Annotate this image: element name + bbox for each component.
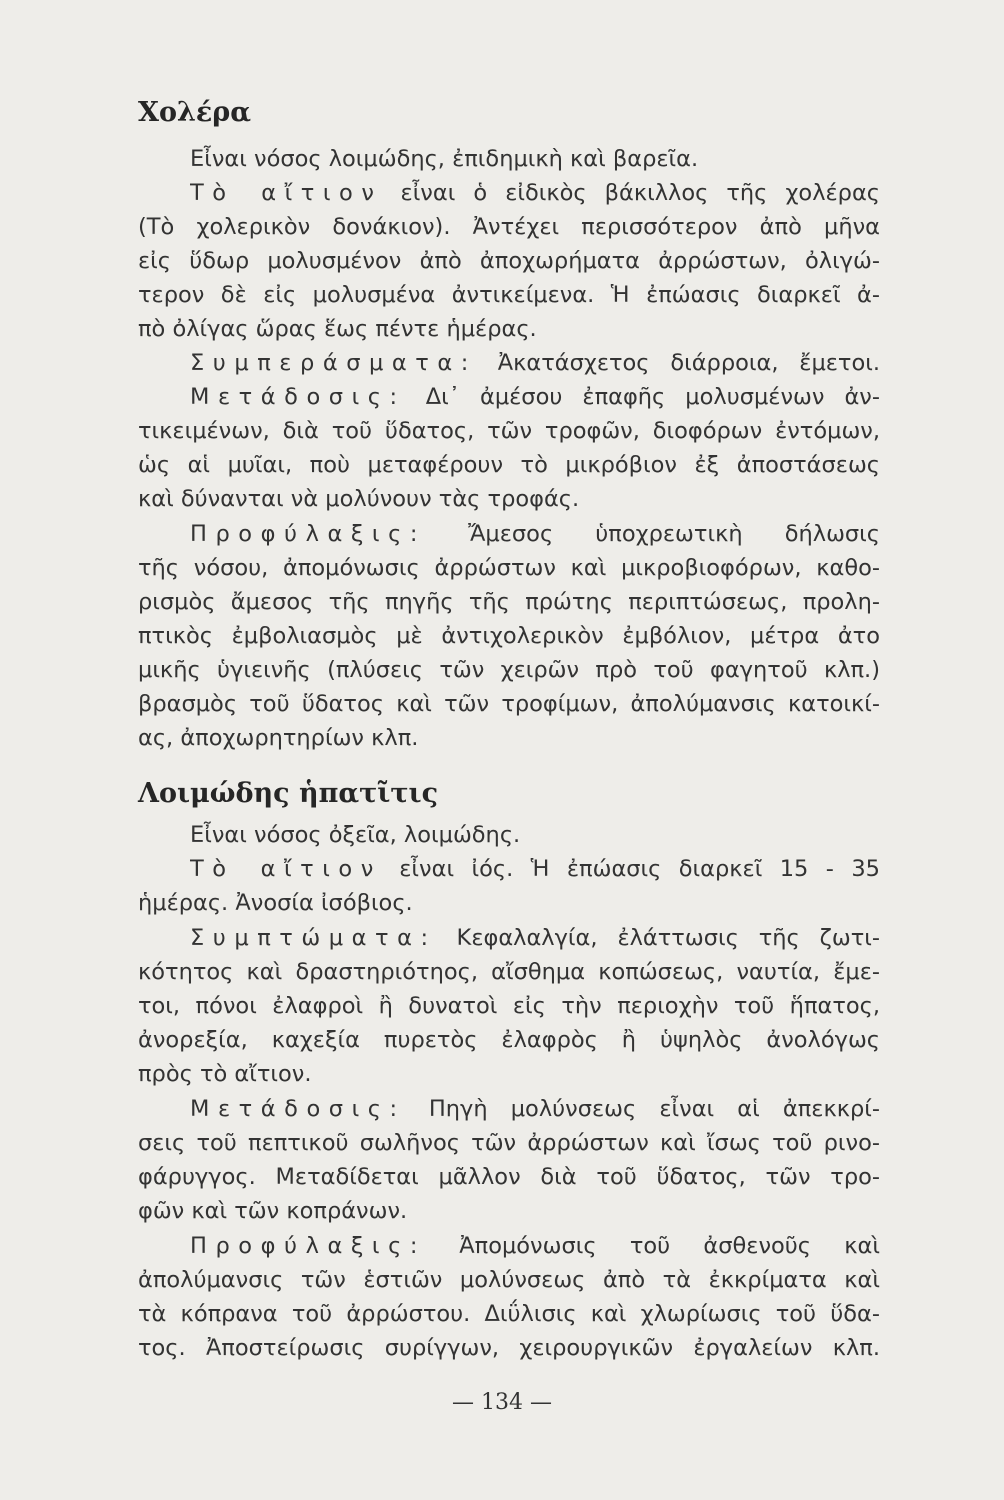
text-line: τοι, πόνοι ἐλαφροὶ ἢ δυνατοὶ εἰς τὴν περιοχὴν τοῦ ἥπατος, xyxy=(138,993,880,1019)
text-line: Προφύλαξις: Ἀπομόνωσις τοῦ ἀσθενοῦς καὶ xyxy=(190,1233,880,1259)
text-line: τερον δὲ εἰς μολυσμένα ἀντικείμενα. Ἡ ἐπώασις διαρκεῖ ἀ- xyxy=(138,282,880,308)
text-line: βρασμὸς τοῦ ὕδατος καὶ τῶν τροφίμων, ἀπολύμανσις κατοικί- xyxy=(138,691,880,717)
text-line: φάρυγγος. Μεταδίδεται μᾶλλον διὰ τοῦ ὕδατος, τῶν τρο- xyxy=(138,1164,880,1190)
text-line: τικειμένων, διὰ τοῦ ὕδατος, τῶν τροφῶν, διοφόρων ἐντόμων, xyxy=(138,418,880,444)
text-line: πὸ ὀλίγας ὥρας ἕως πέντε ἡμέρας. xyxy=(138,316,537,342)
spaced-label: Τὸ αἴτιον xyxy=(190,856,382,882)
text-line: τῆς νόσου, ἀπομόνωσις ἀρρώστων καὶ μικροβιοφόρων, καθο- xyxy=(138,555,880,581)
text-line: μικῆς ὑγιεινῆς (πλύσεις τῶν χειρῶν πρὸ τοῦ φαγητοῦ κλπ.) xyxy=(138,657,880,683)
text-line: Μετάδοσις: Δι᾽ ἀμέσου ἐπαφῆς μολυσμένων ἀν- xyxy=(190,384,880,410)
section-heading-cholera: Χολέρα xyxy=(138,97,252,128)
spaced-label: Μετάδοσις: xyxy=(190,384,406,410)
spaced-label: Τὸ αἴτιον xyxy=(190,180,383,206)
text-line: Συμπεράσματα: Ἀκατάσχετος διάρροια, ἔμετοι. xyxy=(190,350,880,376)
text-line: κότητος καὶ δραστηριότηος, αἴσθημα κοπώσεως, ναυτία, ἔμε- xyxy=(138,959,880,985)
text-line: πτικὸς ἐμβολιασμὸς μὲ ἀντιχολερικὸν ἐμβόλιον, μέτρα ἀτο xyxy=(138,623,880,649)
text-line: Εἶναι νόσος ὀξεῖα, λοιμώδης. xyxy=(190,822,521,848)
text-line: Εἶναι νόσος λοιμώδης, ἐπιδημικὴ καὶ βαρεῖα. xyxy=(190,146,699,172)
text-line: ἡμέρας. Ἀνοσία ἰσόβιος. xyxy=(138,890,413,916)
text-line: τος. Ἀποστείρωσις συρίγγων, χειρουργικῶν ἐργαλείων κλπ. xyxy=(138,1335,880,1361)
text-line: Συμπτώματα: Κεφαλαλγία, ἐλάττωσις τῆς ζωτι- xyxy=(190,925,880,951)
spaced-label: Προφύλαξις: xyxy=(190,1233,426,1259)
text-line: σεις τοῦ πεπτικοῦ σωλῆνος τῶν ἀρρώστων καὶ ἴσως τοῦ ρινο- xyxy=(138,1130,880,1156)
text-line: ὡς αἱ μυῖαι, ποὺ μεταφέρουν τὸ μικρόβιον ἐξ ἀποστάσεως xyxy=(138,452,880,478)
spaced-label: Συμπτώματα: xyxy=(190,925,437,951)
spaced-label: Μετάδοσις: xyxy=(190,1096,406,1122)
text-line: καὶ δύνανται νὰ μολύνουν τὰς τροφάς. xyxy=(138,486,580,512)
text-line: Προφύλαξις: Ἄμεσος ὑποχρεωτικὴ δήλωσις xyxy=(190,521,880,547)
text-line: ρισμὸς ἄμεσος τῆς πηγῆς τῆς πρώτης περιπτώσεως, προλη- xyxy=(138,589,880,615)
text-line: ἀνορεξία, καχεξία πυρετὸς ἐλαφρὸς ἢ ὑψηλὸς ἀνολόγως xyxy=(138,1027,880,1053)
text-line: εἰς ὕδωρ μολυσμένον ἀπὸ ἀποχωρήματα ἀρρώστων, ὀλιγώ- xyxy=(138,248,880,274)
text-line: ας, ἀποχωρητηρίων κλπ. xyxy=(138,725,419,751)
text-line: Τὸ αἴτιον εἶναι ὁ εἰδικὸς βάκιλλος τῆς χολέρας xyxy=(190,180,880,206)
text-line: Τὸ αἴτιον εἶναι ἰός. Ἡ ἐπώασις διαρκεῖ 15 - 35 xyxy=(190,856,880,882)
section-heading-hepatitis: Λοιμώδης ἡπατῖτις xyxy=(138,778,439,809)
text-line: (Τὸ χολερικὸν δονάκιον). Ἀντέχει περισσότερον ἀπὸ μῆνα xyxy=(138,214,880,240)
text-line: ἀπολύμανσις τῶν ἑστιῶν μολύνσεως ἀπὸ τὰ ἐκκρίματα καὶ xyxy=(138,1267,880,1293)
text-line: φῶν καὶ τῶν κοπράνων. xyxy=(138,1198,408,1224)
spaced-label: Προφύλαξις: xyxy=(190,521,426,547)
spaced-label: Συμπεράσματα: xyxy=(190,350,477,376)
text-line: πρὸς τὸ αἴτιον. xyxy=(138,1061,312,1087)
text-line: τὰ κόπρανα τοῦ ἀρρώστου. Διΰλισις καὶ χλωρίωσις τοῦ ὕδα- xyxy=(138,1301,880,1327)
page-number: — 134 — xyxy=(452,1390,552,1415)
text-line: Μετάδοσις: Πηγὴ μολύνσεως εἶναι αἱ ἀπεκκρί- xyxy=(190,1096,880,1122)
